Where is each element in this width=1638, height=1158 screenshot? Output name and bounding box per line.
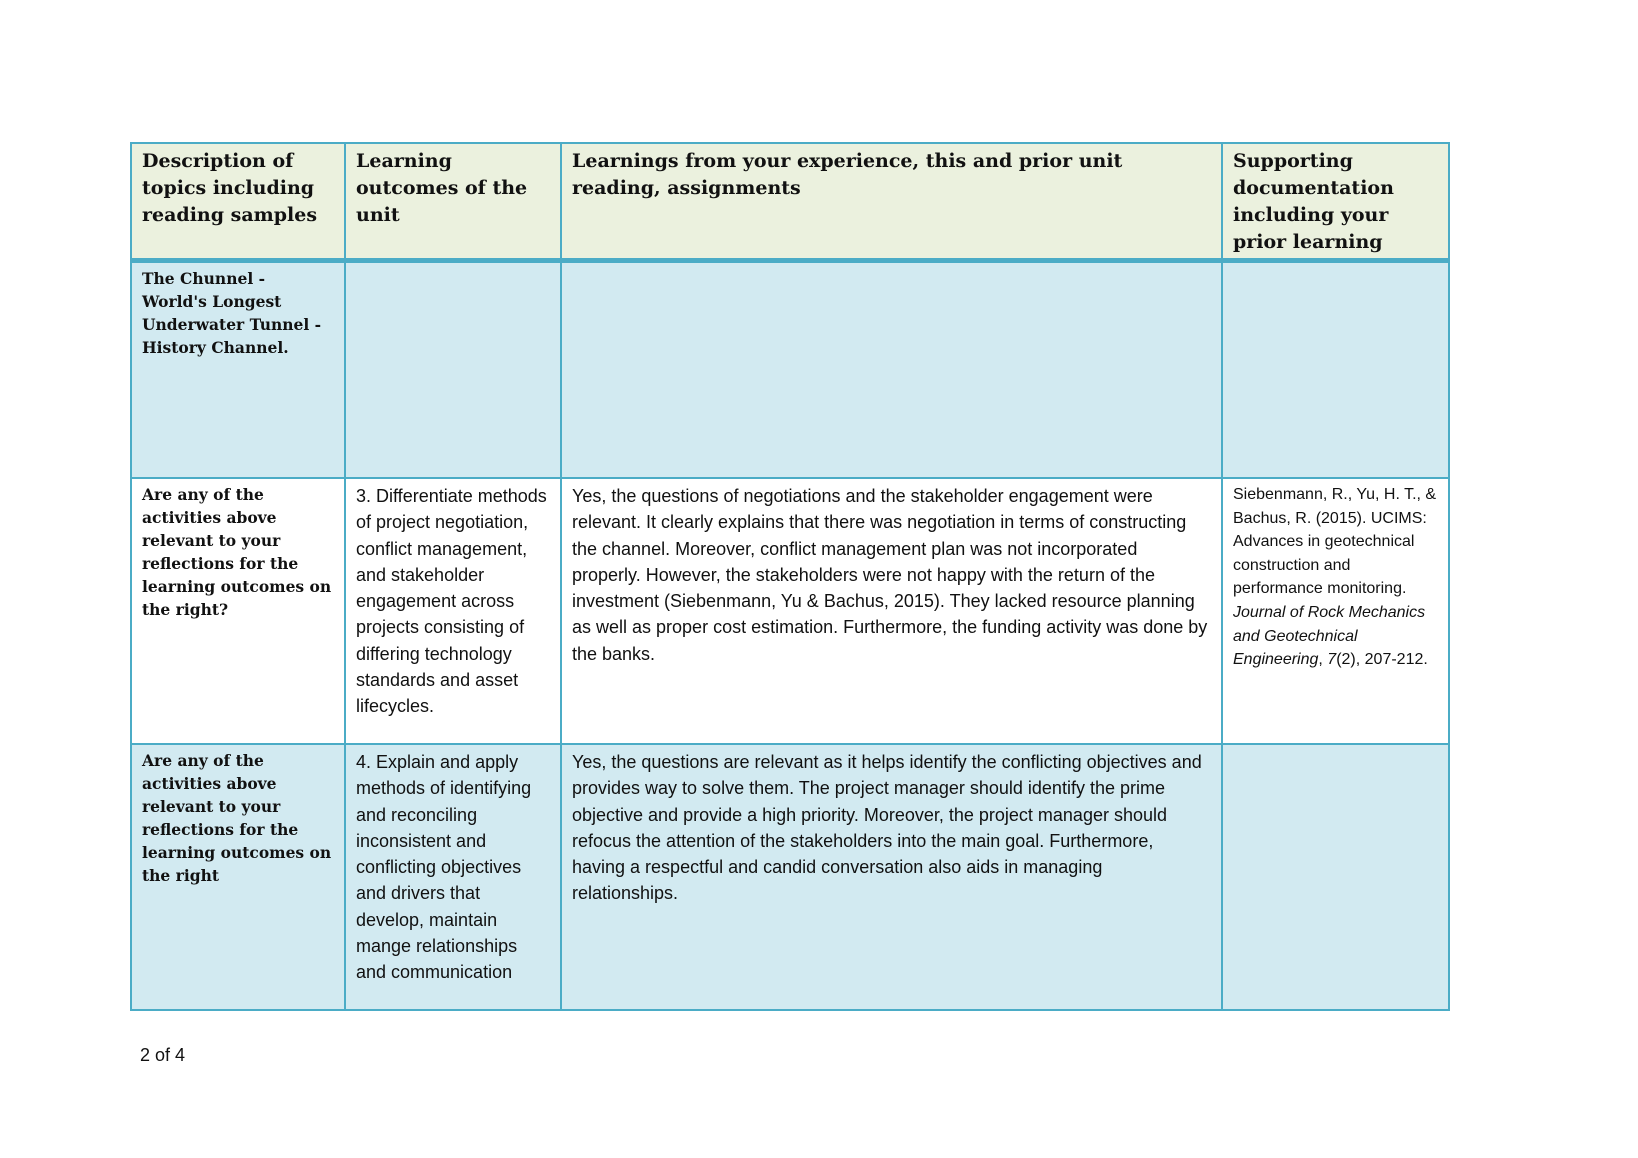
page-number: 2 of 4 [140,1045,186,1065]
learnings-cell: Yes, the questions are relevant as it helps identify the conflicting objectives and provides way to solve them. The project manager should identify the prime objective and provide a high priority. Moreover, the project manager should refocus the attention of the stakeholders into the main goal. Furthermore, having a respectful and candid conversation also aids in managing relationships. [561,744,1222,1010]
learnings-cell [561,261,1222,479]
topic-cell: Are any of the activities above relevant to your reflections for the learning outcomes on the right [131,744,345,1010]
header-documentation: Supporting documentation including your prior learning [1222,143,1449,261]
reference-volume: 7 [1327,651,1337,669]
documentation-cell [1222,478,1449,744]
outcome-cell: 4. Explain and apply methods of identifying and reconciling inconsistent and conflicting objectives and drivers that develop, maintain mange relationships and communication [345,744,561,1010]
documentation-cell [1222,744,1449,1010]
header-topics: Description of topics including reading samples [131,143,345,261]
header-outcomes: Learning outcomes of the unit [345,143,561,261]
table-row [131,744,1449,1010]
header-row [131,143,1449,261]
topic-cell: The Chunnel - World's Longest Underwater Tunnel - History Channel. [131,261,345,479]
table-row [131,478,1449,744]
learnings-cell: Yes, the questions of negotiations and the stakeholder engagement were relevant. It clearly explains that there was negotiation in terms of constructing the channel. Moreover, conflict management plan was not incorporated properly. However, the stakeholders were not happy with the return of the investment (Siebenmann, Yu & Bachus, 2015). They lacked resource planning as well as proper cost estimation. Furthermore, the funding activity was done by the banks. [561,478,1222,744]
header-learnings: Learnings from your experience, this and prior unit reading, assignments [561,143,1222,261]
reference-pages: (2), 207-212. [1336,651,1428,669]
reference-separator: , [1318,651,1328,669]
outcome-cell [345,261,561,479]
reference-authors: Siebenmann, R., Yu, H. T., & Bachus, R. (2015). UCIMS: Advances in geotechnical construction and performance monitoring. [1233,486,1437,598]
documentation-cell [1222,261,1449,479]
reflection-table [130,142,1450,1011]
topic-cell: Are any of the activities above relevant to your reflections for the learning outcomes on the right? [131,478,345,744]
table-row [131,261,1449,479]
outcome-cell: 3. Differentiate methods of project negotiation, conflict management, and stakeholder engagement across projects consisting of differing technology standards and asset lifecycles. [345,478,561,744]
reference-journal: Journal of Rock Mechanics and Geotechnical Engineering [1233,603,1426,669]
